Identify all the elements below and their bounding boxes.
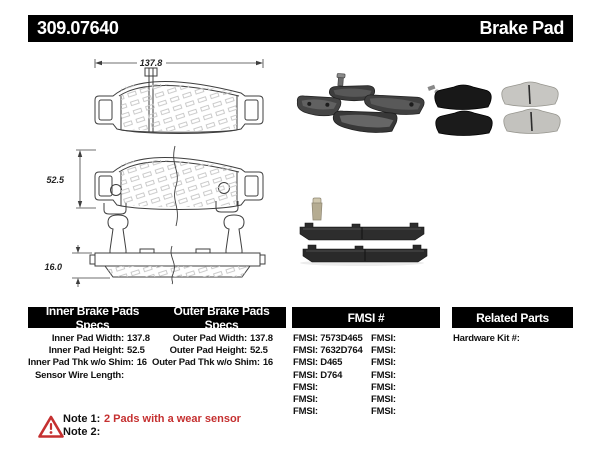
photo-pads-angled: [295, 73, 424, 136]
fmsi-header: FMSI #: [347, 310, 385, 325]
spec-value: 16: [136, 357, 147, 369]
product-photos: [288, 68, 578, 268]
part-number: 309.07640: [37, 18, 119, 38]
fmsi-entry: FMSI: 7573D465: [293, 333, 363, 344]
outer-specs-header: Outer Brake Pads Specs: [173, 303, 270, 332]
table-row: [293, 394, 396, 406]
table-row: [28, 345, 161, 357]
table-row: [453, 333, 520, 345]
note-1-label: Note 1:: [63, 413, 101, 425]
note-2-label: Note 2:: [63, 426, 101, 438]
spec-value: 52.5: [127, 345, 145, 357]
dimension-height: [76, 150, 96, 208]
fmsi-header-bar: [292, 307, 440, 328]
fmsi-entry: FMSI: D764: [293, 369, 343, 381]
related-parts-header-bar: [452, 307, 573, 328]
fmsi-entry: FMSI:: [293, 406, 318, 418]
fmsi-entry: FMSI:: [371, 369, 396, 381]
fmsi-entry: FMSI: D465: [293, 357, 343, 369]
related-parts-column: [453, 333, 520, 345]
warning-icon: [38, 415, 64, 439]
title-bar: [28, 15, 573, 42]
specs-header-bar: [28, 303, 286, 332]
spec-value: 137.8: [250, 333, 273, 344]
fmsi-entry: FMSI: 7632D764: [293, 345, 363, 357]
table-row: [152, 345, 284, 357]
table-row: [293, 345, 396, 357]
dimension-width: [95, 59, 263, 68]
table-row: [293, 357, 396, 369]
fmsi-entry: FMSI:: [371, 381, 396, 393]
fmsi-entry: FMSI:: [371, 357, 396, 369]
spec-label: Inner Pad Thk w/o Shim:: [28, 357, 134, 369]
note-1-text: 2 Pads with a wear sensor: [104, 413, 241, 425]
inner-specs-header: Inner Brake Pads Specs: [45, 303, 140, 332]
spec-label: Outer Pad Width:: [172, 333, 247, 344]
drawing-pad-edge-view: [90, 215, 265, 284]
inner-specs-column: [28, 333, 161, 382]
fmsi-entry: FMSI:: [371, 333, 396, 344]
spec-label: Inner Pad Height:: [48, 345, 124, 357]
width-dim-label: 137.8: [139, 58, 163, 68]
fmsi-entry: FMSI:: [293, 393, 318, 405]
drawing-pad-views: [28, 50, 278, 295]
photo-pads-set: [427, 82, 560, 136]
note-1: [63, 413, 241, 426]
table-row: [28, 333, 161, 345]
related-part-label: Hardware Kit #:: [453, 333, 520, 344]
spec-label: Inner Pad Width:: [51, 333, 124, 344]
table-row: [28, 357, 161, 369]
outer-specs-column: [152, 333, 284, 370]
spec-value: 16: [262, 357, 273, 369]
spec-value: 52.5: [250, 345, 268, 357]
spec-value: 137.8: [127, 333, 150, 344]
table-row: [152, 333, 284, 345]
fmsi-entry: FMSI:: [371, 406, 396, 418]
drawing-pad-back-view: [95, 68, 263, 134]
spec-label: Outer Pad Thk w/o Shim:: [152, 357, 260, 369]
spec-label: Outer Pad Height:: [169, 345, 247, 357]
drawing-pad-front-view: [95, 158, 263, 215]
note-2: [63, 426, 104, 439]
table-row: [293, 333, 396, 345]
table-row: [152, 357, 284, 369]
fmsi-entry: FMSI:: [371, 393, 396, 405]
table-row: [293, 406, 396, 418]
table-row: [28, 370, 161, 382]
related-parts-header: Related Parts: [476, 310, 549, 325]
thickness-dim-label: 16.0: [44, 262, 62, 272]
height-dim-label: 52.5: [46, 175, 64, 185]
product-type: Brake Pad: [479, 18, 564, 38]
photo-pads-edge-sensor: [300, 198, 427, 266]
spec-value: [124, 370, 161, 382]
fmsi-entry: FMSI:: [293, 381, 318, 393]
fmsi-column: [293, 333, 396, 418]
spec-label: Sensor Wire Length:: [34, 369, 124, 381]
table-row: [293, 370, 396, 382]
table-row: [293, 382, 396, 394]
fmsi-entry: FMSI:: [371, 345, 396, 357]
